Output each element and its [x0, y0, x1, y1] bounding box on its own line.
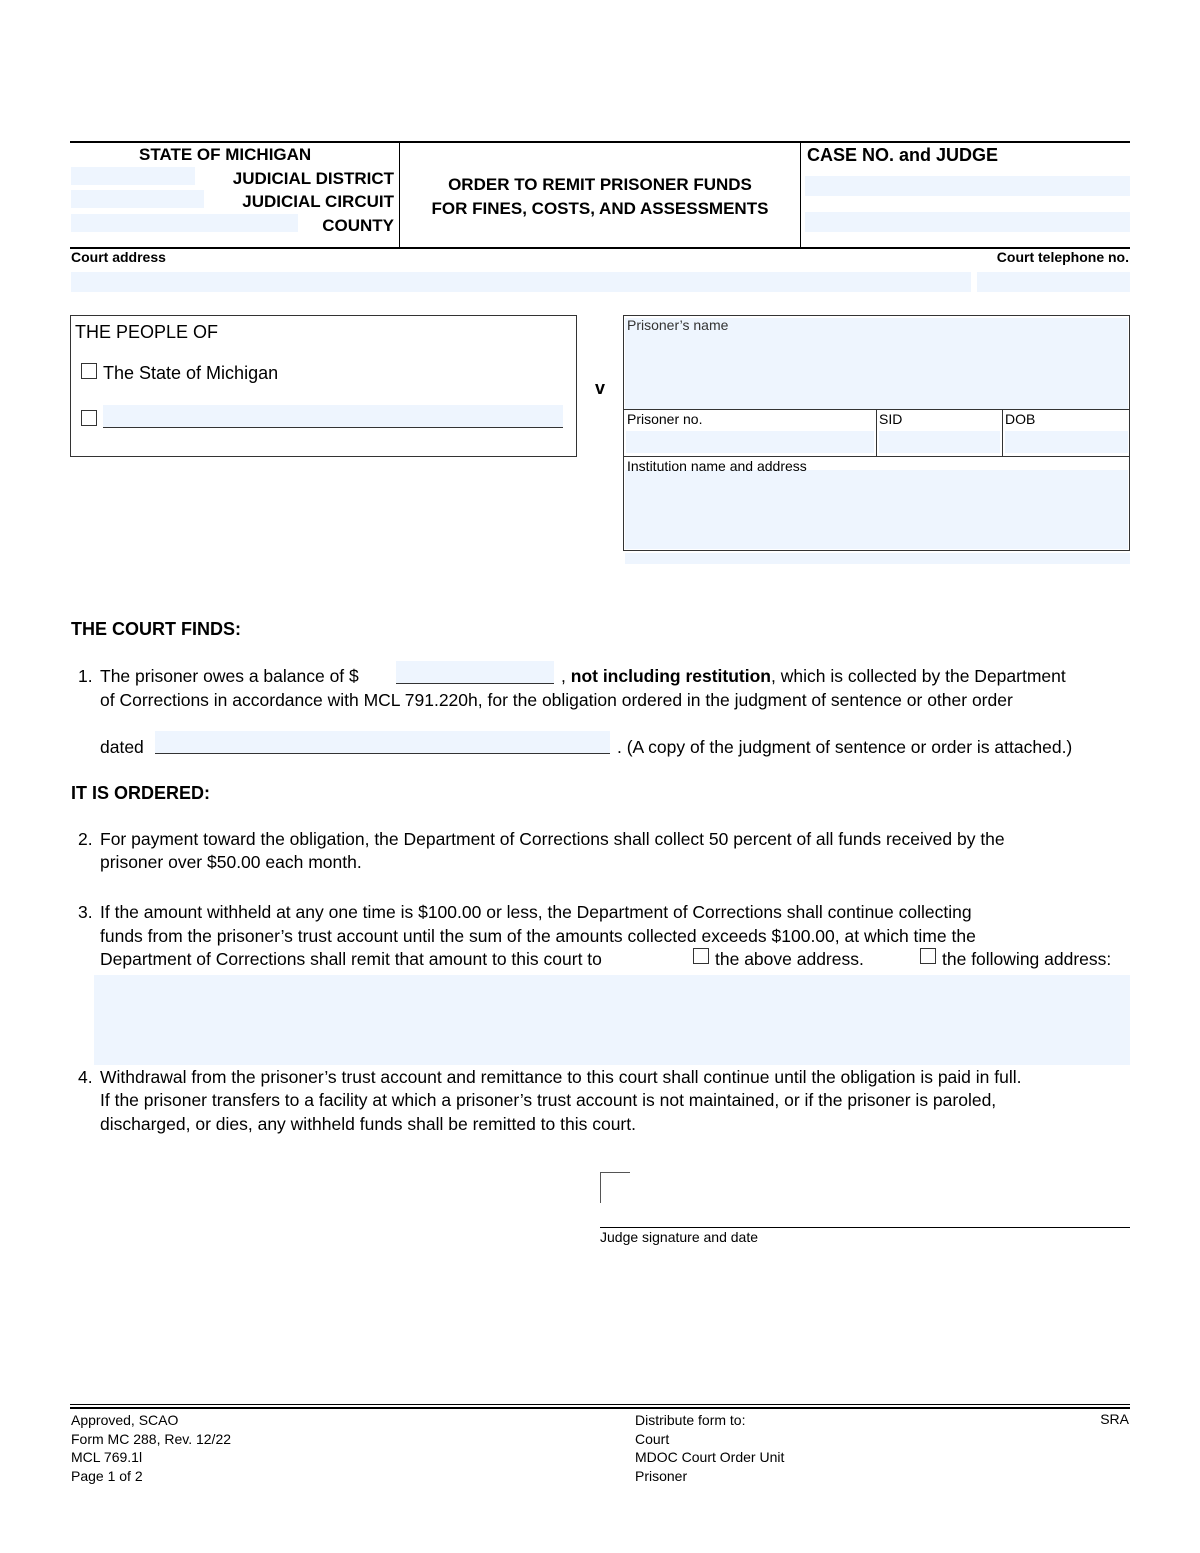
following-address-label: the following address:	[942, 949, 1112, 969]
item-4-line1: Withdrawal from the prisoner’s trust account and remittance to this court shall continue until the obligation is paid in full.	[100, 1067, 1022, 1087]
footer-rule-2	[70, 1407, 1130, 1409]
item-1-line1-text	[100, 665, 359, 689]
following-address-field[interactable]	[94, 975, 1130, 1065]
court-address-field[interactable]	[71, 272, 971, 292]
dob-label: DOB	[1005, 411, 1036, 427]
header-top-rule	[70, 141, 1130, 143]
item-2-line2: prisoner over $50.00 each month.	[100, 852, 362, 872]
item-1-bold: not including restitution	[570, 666, 772, 686]
above-address-label: the above address.	[715, 949, 864, 969]
item-4-line2: If the prisoner transfers to a facility at which a prisoner’s trust account is not maintained, or if the prisoner is paroled,	[100, 1090, 997, 1110]
above-address-checkbox[interactable]	[693, 948, 709, 964]
prisoner-col-rule-1	[876, 409, 877, 457]
footer-approved: Approved, SCAO	[71, 1412, 179, 1428]
item-3-line2: funds from the prisoner’s trust account until the sum of the amounts collected exceeds $100.00, at which time the	[100, 926, 976, 946]
signature-line	[600, 1227, 1130, 1228]
county-label: COUNTY	[322, 216, 394, 235]
item-1-line2: of Corrections in accordance with MCL 791.220h, for the obligation ordered in the judgment of sentence or other order	[100, 690, 1013, 710]
header-bottom-rule	[70, 247, 1130, 249]
prisoner-number-label: Prisoner no.	[627, 411, 703, 427]
state-title: STATE OF MICHIGAN	[139, 145, 312, 164]
prisoner-number-field[interactable]	[626, 431, 874, 453]
item-4-number: 4.	[78, 1067, 93, 1087]
form-title	[400, 173, 800, 221]
institution-extra-field[interactable]	[625, 553, 1130, 564]
district-field[interactable]	[71, 167, 195, 185]
court-phone-field[interactable]	[977, 272, 1130, 292]
item-1-dated-label: dated	[100, 737, 144, 757]
item-1-comma: ,	[561, 666, 566, 686]
district-label: JUDICIAL DISTRICT	[232, 169, 394, 188]
case-number-field[interactable]	[805, 176, 1130, 196]
versus-label: v	[595, 378, 606, 398]
item-1-pre: The prisoner owes a balance of $	[100, 666, 359, 686]
dob-field[interactable]	[1005, 431, 1128, 453]
distribute-mdoc: MDOC Court Order Unit	[635, 1449, 785, 1465]
sid-label: SID	[879, 411, 903, 427]
footer-form-number: Form MC 288, Rev. 12/22	[71, 1430, 232, 1447]
item-3-number: 3.	[78, 902, 93, 922]
it-is-ordered-heading: IT IS ORDERED:	[71, 783, 211, 803]
other-people-checkbox[interactable]	[81, 410, 97, 426]
item-1-post: , which is collected by the Department	[771, 666, 1066, 686]
item-2-number: 2.	[78, 829, 93, 849]
footer-left	[71, 1411, 231, 1485]
county-field[interactable]	[71, 214, 298, 232]
court-address-label: Court address	[71, 249, 166, 265]
distribute-prisoner: Prisoner	[635, 1467, 688, 1484]
sid-field[interactable]	[879, 431, 1000, 453]
prisoner-col-rule-2	[1002, 409, 1003, 457]
court-finds-heading: THE COURT FINDS:	[71, 619, 241, 639]
item-1-line1-rest	[561, 665, 1066, 689]
item-3-line3: Department of Corrections shall remit that amount to this court to	[100, 949, 602, 969]
following-address-checkbox[interactable]	[920, 948, 936, 964]
judge-signature-label: Judge signature and date	[600, 1229, 759, 1245]
header-divider-right	[800, 142, 801, 248]
footer-page: Page 1 of 2	[71, 1467, 143, 1484]
court-phone-label: Court telephone no.	[996, 249, 1129, 265]
institution-field[interactable]	[625, 470, 1128, 549]
footer-mcl: MCL 769.1l	[71, 1449, 143, 1465]
distribute-court: Court	[635, 1430, 670, 1447]
judgment-date-field[interactable]	[155, 731, 610, 754]
people-heading: THE PEOPLE OF	[75, 322, 219, 342]
prisoner-name-label: Prisoner’s name	[627, 317, 729, 333]
form-title-line1: ORDER TO REMIT PRISONER FUNDS	[448, 175, 752, 194]
signature-corner-mark	[600, 1172, 630, 1203]
judge-signature-field[interactable]	[632, 1172, 1130, 1227]
judge-field[interactable]	[805, 212, 1130, 232]
item-4-line3: discharged, or dies, any withheld funds shall be remitted to this court.	[100, 1114, 636, 1134]
footer-rule-1	[70, 1404, 1130, 1405]
item-2-line1: For payment toward the obligation, the Department of Corrections shall collect 50 percent of all funds received by the	[100, 829, 1005, 849]
prisoner-row-rule-2	[623, 456, 1130, 457]
item-1-end: . (A copy of the judgment of sentence or order is attached.)	[617, 737, 1073, 757]
institution-label: Institution name and address	[627, 458, 807, 474]
circuit-field[interactable]	[71, 190, 204, 208]
footer-distribution	[635, 1411, 784, 1485]
balance-amount-field[interactable]	[396, 661, 554, 684]
state-of-michigan-checkbox[interactable]	[81, 363, 97, 379]
item-1-number: 1.	[78, 666, 93, 686]
distribute-label: Distribute form to:	[635, 1412, 746, 1428]
footer-code: SRA	[1100, 1411, 1129, 1427]
circuit-label: JUDICIAL CIRCUIT	[242, 192, 394, 211]
other-people-field[interactable]	[103, 405, 563, 428]
form-title-line2: FOR FINES, COSTS, AND ASSESSMENTS	[431, 199, 769, 218]
state-of-michigan-label: The State of Michigan	[103, 363, 279, 383]
case-number-label: CASE NO. and JUDGE	[807, 145, 999, 165]
item-3-line1: If the amount withheld at any one time is $100.00 or less, the Department of Corrections shall continue collecting	[100, 902, 972, 922]
